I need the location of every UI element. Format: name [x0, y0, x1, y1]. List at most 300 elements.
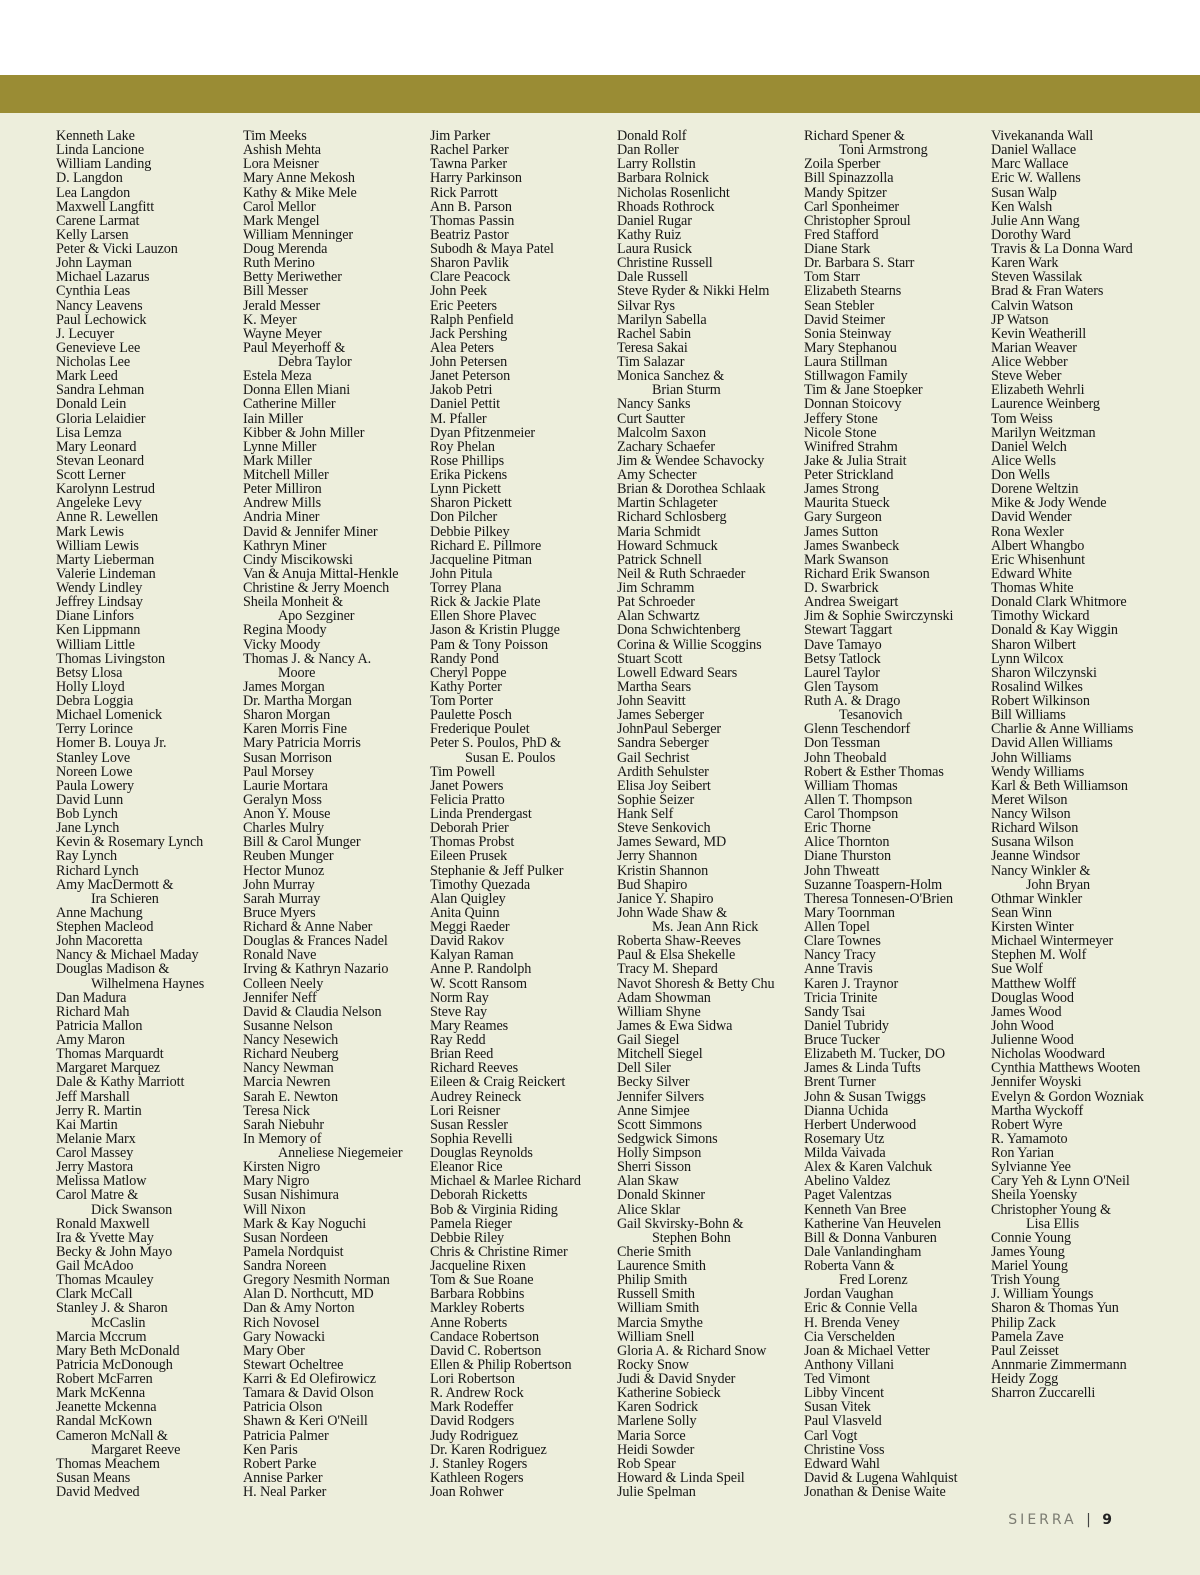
donor-name: Meret Wilson	[991, 791, 1068, 808]
donor-name: Eileen Prusek	[430, 848, 508, 865]
donor-name: Randy Pond	[430, 650, 499, 667]
donor-name: Alan Quigley	[430, 890, 506, 907]
donor-name: Dan & Amy Norton	[243, 1300, 355, 1317]
donor-name: Christine Voss	[804, 1441, 885, 1458]
donor-name: Sean Stebler	[804, 297, 875, 314]
donor-name: Kenneth Van Bree	[804, 1201, 907, 1218]
donor-name: Dell Siler	[617, 1060, 671, 1077]
donor-name: Douglas Madison &	[56, 961, 170, 978]
donor-name: Susan Means	[56, 1469, 131, 1486]
donor-name: Jeanette Mckenna	[56, 1399, 157, 1416]
donor-name: Donald Rolf	[617, 128, 687, 144]
donor-name: John Theobald	[804, 749, 887, 766]
donor-name: Harry Parkinson	[430, 170, 522, 187]
donor-name: Mark Rodeffer	[430, 1399, 514, 1416]
donor-name: Abelino Valdez	[804, 1173, 891, 1190]
donor-name: Kai Martin	[56, 1116, 118, 1133]
donor-name: Becky & John Mayo	[56, 1243, 173, 1260]
top-margin	[0, 0, 1200, 75]
donor-name: Torrey Plana	[430, 580, 502, 596]
donor-name: Dorothy Ward	[991, 226, 1071, 243]
donor-name: Michael & Marlee Richard	[430, 1173, 581, 1190]
donor-name: Bill & Donna Vanburen	[804, 1229, 937, 1246]
donor-name: Richard E. Pillmore	[430, 537, 542, 554]
donor-name: Howard Schmuck	[617, 537, 718, 554]
donor-name: Nicholas Lee	[56, 354, 131, 370]
donor-name: Alice Sklar	[617, 1201, 681, 1218]
donor-name: Jordan Vaughan	[804, 1286, 894, 1303]
donor-name: David & Jennifer Miner	[243, 523, 378, 540]
donor-name: McCaslin	[91, 1314, 146, 1331]
donor-name: D. Langdon	[56, 170, 123, 187]
donor-name: Dave Tamayo	[804, 636, 882, 653]
donor-name: Connie Young	[991, 1229, 1072, 1246]
donor-name: Mark Leed	[56, 368, 118, 385]
donor-name: Eric W. Wallens	[991, 170, 1081, 187]
donor-name: Steven Wassilak	[991, 269, 1083, 286]
donor-name: Karl & Beth Williamson	[991, 777, 1128, 794]
donor-name: Adam Showman	[617, 989, 711, 1006]
donor-name: Mandy Spitzer	[804, 184, 887, 201]
donor-name: James & Ewa Sidwa	[617, 1017, 733, 1034]
donor-name: Anne Simjee	[617, 1102, 690, 1119]
donor-name: Jeffrey Lindsay	[56, 594, 143, 611]
donor-name: Karen Morris Fine	[243, 721, 347, 738]
donor-name: Richard & Anne Naber	[243, 919, 373, 935]
donor-name: Julie Spelman	[617, 1484, 696, 1500]
donor-name: Peter Milliron	[243, 481, 322, 498]
donor-name: David Steimer	[804, 311, 886, 328]
donor-name: Sharron Zuccarelli	[991, 1385, 1096, 1402]
donor-name: Jonathan & Denise Waite	[804, 1484, 946, 1500]
donor-name: Pamela Rieger	[430, 1215, 512, 1232]
donor-name: Thomas White	[991, 580, 1074, 596]
donor-name: James Morgan	[243, 678, 325, 695]
donor-name: W. Scott Ransom	[430, 975, 527, 992]
donor-name: Bud Shapiro	[617, 876, 688, 893]
donor-name: Estela Meza	[243, 368, 312, 385]
donor-name: Mary Anne Mekosh	[243, 170, 355, 187]
donor-name: Christine Russell	[617, 255, 713, 272]
donor-name: Doug Merenda	[243, 241, 328, 257]
donor-name: Kelly Larsen	[56, 226, 129, 243]
donor-name: Steve Senkovich	[617, 820, 711, 837]
donor-name: Diane Thurston	[804, 848, 891, 865]
donor-name: Janet Powers	[430, 777, 504, 794]
donor-name: James Swanbeck	[804, 537, 900, 554]
donor-name: R. Yamamoto	[991, 1130, 1068, 1147]
donor-name: Edward Wahl	[804, 1455, 880, 1472]
donor-name: Richard Schlosberg	[617, 509, 727, 526]
donor-name: Wilhelmena Haynes	[91, 975, 205, 992]
donor-name: Sandra Seberger	[617, 735, 709, 752]
donor-name: Mitchell Siegel	[617, 1046, 703, 1063]
donor-name: Pat Schroeder	[617, 594, 695, 611]
donor-name: Ruth A. & Drago	[804, 693, 901, 709]
donor-name: Tricia Trinite	[804, 989, 878, 1006]
donor-name: JP Watson	[991, 311, 1049, 328]
donor-name: Barbara Rolnick	[617, 170, 709, 187]
donor-name: Tim & Jane Stoepker	[804, 382, 923, 399]
donor-name: Marcia Newren	[243, 1074, 331, 1091]
donor-name: Clare Townes	[804, 933, 881, 950]
donor-name: Alan Schwartz	[617, 608, 700, 625]
donor-name: Don Pilcher	[430, 509, 498, 526]
donor-name: Karolynn Lestrud	[56, 481, 155, 498]
donor-name: Dick Swanson	[91, 1201, 173, 1218]
donor-name: Beatriz Pastor	[430, 226, 509, 243]
donor-name: Kirsten Winter	[991, 919, 1074, 935]
donor-name: Dan Madura	[56, 989, 127, 1006]
donor-name: Maxwell Langfitt	[56, 198, 155, 215]
donor-name: Susan Nishimura	[243, 1187, 339, 1204]
donor-name: Mariel Young	[991, 1258, 1068, 1274]
donor-name: Robert Wyre	[991, 1116, 1063, 1133]
donor-name: William Little	[56, 636, 135, 653]
donor-name: John Petersen	[430, 354, 508, 370]
donor-name: Margaret Marquez	[56, 1060, 161, 1077]
donor-name: Daniel Tubridy	[804, 1017, 889, 1034]
donor-name: William Landing	[56, 156, 152, 173]
donor-name: Sharon Wilczynski	[991, 664, 1097, 681]
donor-name: Andrea Sweigart	[804, 594, 899, 611]
donor-name: Joan Rohwer	[430, 1484, 504, 1500]
donor-name: Anita Quinn	[430, 904, 500, 921]
donor-name: Rhoads Rothrock	[617, 198, 715, 215]
donor-name: Donald Lein	[56, 396, 127, 413]
donor-name: Stanley Love	[56, 749, 131, 766]
donor-name: Donna Ellen Miani	[243, 382, 351, 399]
donor-name: Amy Maron	[56, 1032, 125, 1048]
donor-name: Vicky Moody	[243, 636, 321, 653]
donor-name: Gary Surgeon	[804, 509, 882, 526]
donor-name: Thomas Passin	[430, 212, 515, 229]
donor-name: Thomas Meachem	[56, 1455, 160, 1472]
donor-name: Fred Stafford	[804, 226, 879, 243]
donor-name: Sophie Seizer	[617, 791, 695, 808]
donor-name: Sarah Niebuhr	[243, 1116, 325, 1133]
donor-name: Carol Thompson	[804, 806, 899, 822]
donor-name: Maurita Stueck	[804, 495, 890, 512]
donor-name: Tom Starr	[804, 269, 861, 286]
donor-name: Gregory Nesmith Norman	[243, 1272, 390, 1289]
page-footer	[1008, 1512, 1112, 1528]
donor-name: Glenn Teschendorf	[804, 721, 911, 738]
donor-name: Sarah E. Newton	[243, 1088, 339, 1105]
donor-name: Thomas Marquardt	[56, 1046, 164, 1063]
donor-name: Kathy & Mike Mele	[243, 184, 357, 201]
donor-name: John Seavitt	[617, 693, 686, 709]
header-band	[0, 75, 1200, 113]
donor-name: Herbert Underwood	[804, 1116, 917, 1133]
donor-name: Christopher Young &	[991, 1201, 1111, 1218]
donor-name: Jeffery Stone	[804, 410, 878, 427]
donor-name: Tawna Parker	[430, 156, 507, 173]
donor-name: William Thomas	[804, 777, 898, 794]
donor-name: Ronald Nave	[243, 947, 317, 964]
donor-name: William Shyne	[617, 1003, 701, 1020]
donor-name: Alice Thornton	[804, 834, 890, 851]
donor-name: Patricia Mallon	[56, 1017, 143, 1034]
donor-name: Christopher Sproul	[804, 212, 911, 229]
donor-name: Lora Meisner	[243, 156, 319, 173]
donor-name: Rocky Snow	[617, 1356, 689, 1373]
donor-name: Paul Zeisset	[991, 1342, 1059, 1359]
donor-name: Stuart Scott	[617, 650, 683, 667]
donor-name: Evelyn & Gordon Wozniak	[991, 1088, 1144, 1105]
donor-name: Sedgwick Simons	[617, 1130, 718, 1147]
donor-name: Sharon Morgan	[243, 707, 331, 724]
donor-name: Sandra Lehman	[56, 382, 145, 399]
donor-name: Tom & Sue Roane	[430, 1272, 534, 1289]
donor-name: Fred Lorenz	[839, 1272, 908, 1289]
donor-name: Susan E. Poulos	[465, 749, 556, 766]
donor-name: Thomas Probst	[430, 834, 515, 851]
donor-name: Ralph Penfield	[430, 311, 514, 328]
donor-name: Jane Lynch	[56, 820, 120, 837]
donor-name: James Sutton	[804, 523, 879, 540]
donor-name: Larry Rollstin	[617, 156, 696, 173]
donor-column-6	[991, 129, 1177, 1400]
donor-name: Malcolm Saxon	[617, 424, 706, 441]
donor-name: Rick & Jackie Plate	[430, 594, 541, 611]
donor-name: Dorene Weltzin	[991, 481, 1079, 498]
donor-name: Alex & Karen Valchuk	[804, 1159, 933, 1176]
donor-name: Holly Lloyd	[56, 678, 125, 695]
donor-name: Jeanne Windsor	[991, 848, 1080, 865]
donor-name: Lowell Edward Sears	[617, 664, 738, 681]
donor-name: Steve Ray	[430, 1003, 488, 1020]
donor-name: Gloria A. & Richard Snow	[617, 1342, 767, 1359]
donor-name: Mitchell Miller	[243, 467, 329, 483]
donor-name: Melanie Marx	[56, 1130, 136, 1147]
donor-name: Patricia McDonough	[56, 1356, 173, 1373]
donor-name: Charlie & Anne Williams	[991, 721, 1134, 738]
donor-name: Mark & Kay Noguchi	[243, 1215, 367, 1232]
donor-name: Sylvianne Yee	[991, 1159, 1071, 1176]
donor-name: Bill Spinazzolla	[804, 170, 894, 187]
donor-name: Eric Thorne	[804, 820, 871, 837]
donor-name: Donald Clark Whitmore	[991, 594, 1127, 611]
donor-name: Roy Phelan	[430, 438, 495, 455]
donor-name: James Young	[991, 1243, 1065, 1260]
donor-name: Karen Wark	[991, 255, 1059, 272]
donor-name: Stanley J. & Sharon	[56, 1300, 168, 1317]
donor-name: John Williams	[991, 749, 1072, 766]
donor-name: Winifred Strahm	[804, 438, 898, 455]
donor-name: Rachel Parker	[430, 142, 509, 159]
donor-name: James Wood	[991, 1003, 1062, 1020]
donor-name: Paul Vlasveld	[804, 1413, 882, 1430]
donor-name: Ellen & Philip Robertson	[430, 1356, 572, 1373]
donor-name: Cherie Smith	[617, 1243, 692, 1260]
donor-name: Patrick Schnell	[617, 551, 702, 568]
donor-name: Alan Skaw	[617, 1173, 679, 1190]
donor-name: Meggi Raeder	[430, 919, 510, 935]
donor-name: Annmarie Zimmermann	[991, 1356, 1127, 1373]
donor-name: Jerry Shannon	[617, 848, 698, 865]
donor-name: Othmar Winkler	[991, 890, 1083, 907]
donor-name: Tracy M. Shepard	[617, 961, 718, 978]
donor-name: Jason & Kristin Plugge	[430, 622, 560, 639]
donor-name: Rob Spear	[617, 1455, 676, 1472]
donor-name: Mike & Jody Wende	[991, 495, 1107, 512]
donor-name: Rick Parrott	[430, 184, 498, 201]
donor-name: Allen T. Thompson	[804, 791, 913, 808]
donor-name: Jerry R. Martin	[56, 1102, 142, 1119]
donor-name: H. Neal Parker	[243, 1484, 327, 1500]
donor-name: Brad & Fran Waters	[991, 283, 1104, 300]
donor-name: Don Wells	[991, 467, 1050, 483]
donor-name: Cameron McNall &	[56, 1427, 168, 1444]
donor-name: Nicholas Rosenlicht	[617, 184, 730, 201]
donor-name: Susan Vitek	[804, 1399, 871, 1416]
donor-name: John Layman	[56, 255, 132, 272]
donor-name: Nancy Wilson	[991, 806, 1071, 822]
donor-name: John Wood	[991, 1017, 1054, 1034]
donor-name: Debbie Pilkey	[430, 523, 510, 540]
donor-name: Marcia Mccrum	[56, 1328, 147, 1345]
donor-name: Carol Matre &	[56, 1187, 139, 1204]
donor-name: Hector Munoz	[243, 862, 325, 879]
donor-name: Glen Taysom	[804, 678, 879, 695]
donor-name: Douglas Reynolds	[430, 1145, 533, 1161]
donor-name: Thomas Livingston	[56, 650, 166, 667]
donor-name: Lynne Miller	[243, 438, 317, 455]
donor-name: Cindy Miscikowski	[243, 551, 353, 568]
donor-name: Chris & Christine Rimer	[430, 1243, 568, 1260]
donor-name: Mary Stephanou	[804, 339, 897, 356]
donor-name: Anne Machung	[56, 904, 143, 921]
donor-name: Steve Ryder & Nikki Helm	[617, 283, 770, 300]
donor-name: Zoila Sperber	[804, 156, 881, 173]
donor-name: Wayne Meyer	[243, 325, 322, 342]
donor-name: J. William Youngs	[991, 1286, 1094, 1303]
donor-name: Anne Travis	[804, 961, 873, 978]
donor-name: David C. Robertson	[430, 1342, 542, 1359]
donor-name: Felicia Pratto	[430, 791, 505, 808]
donor-name: David & Lugena Wahlquist	[804, 1469, 958, 1486]
donor-name: Elisa Joy Seibert	[617, 777, 711, 794]
donor-name: Tim Powell	[430, 763, 496, 780]
donor-name: Martha Sears	[617, 678, 692, 695]
donor-name: Brian & Dorothea Schlaak	[617, 481, 766, 498]
donor-name: Brent Turner	[804, 1074, 876, 1091]
donor-name: Martin Schlageter	[617, 495, 718, 512]
donor-name: Susan Nordeen	[243, 1229, 328, 1246]
donor-name: Bruce Myers	[243, 904, 316, 921]
donor-name: Subodh & Maya Patel	[430, 241, 554, 257]
donor-name: Karri & Ed Olefirowicz	[243, 1371, 376, 1387]
donor-name: Paula Lowery	[56, 777, 134, 794]
donor-name: Navot Shoresh & Betty Chu	[617, 975, 775, 992]
donor-name: Steve Weber	[991, 368, 1062, 385]
donor-name: Carl Sponheimer	[804, 198, 900, 215]
donor-name: Robert McFarren	[56, 1371, 153, 1387]
donor-name: John Macoretta	[56, 933, 143, 950]
donor-name: Katherine Van Heuvelen	[804, 1215, 941, 1232]
donor-name: Richard Neuberg	[243, 1046, 339, 1063]
donor-name: Kristin Shannon	[617, 862, 709, 879]
donor-name: Robert Wilkinson	[991, 693, 1090, 709]
donor-name: Bill Messer	[243, 283, 308, 300]
donor-name: Libby Vincent	[804, 1385, 884, 1402]
donor-name: Philip Zack	[991, 1314, 1056, 1331]
donor-name: Theresa Tonnesen-O'Brien	[804, 890, 953, 907]
donor-name: Roberta Vann &	[804, 1258, 895, 1274]
donor-name: James Seward, MD	[617, 834, 727, 851]
donor-name: Roberta Shaw-Reeves	[617, 933, 741, 950]
donor-name: Regina Moody	[243, 622, 327, 639]
donor-name: Karen J. Traynor	[804, 975, 899, 992]
donor-name: Wendy Williams	[991, 763, 1085, 780]
donor-name: Ms. Jean Ann Rick	[652, 919, 759, 935]
donor-name: Hank Self	[617, 806, 674, 822]
donor-name: Stevan Leonard	[56, 452, 145, 469]
donor-name: Nancy Nesewich	[243, 1032, 339, 1048]
donor-name: Dale Vanlandingham	[804, 1243, 922, 1260]
donor-name: Sherri Sisson	[617, 1159, 691, 1176]
donor-name: Sophia Revelli	[430, 1130, 513, 1147]
donor-name: Eleanor Rice	[430, 1159, 503, 1176]
donor-name: Julienne Wood	[991, 1032, 1074, 1048]
donor-name: Lea Langdon	[56, 184, 131, 201]
donor-name: Stephen M. Wolf	[991, 947, 1087, 964]
donor-name: Mary Toornman	[804, 904, 895, 921]
donor-name: Michael Lazarus	[56, 269, 150, 286]
donor-name: Ardith Sehulster	[617, 763, 709, 780]
donor-name: Richard Wilson	[991, 820, 1079, 837]
donor-name: Kibber & John Miller	[243, 424, 365, 441]
donor-name: Daniel Rugar	[617, 212, 692, 229]
donor-name: Van & Anuja Mittal-Henkle	[243, 565, 399, 582]
donor-name: Stewart Taggart	[804, 622, 893, 639]
donor-name: Laurie Mortara	[243, 777, 328, 794]
donor-name: John & Susan Twiggs	[804, 1088, 926, 1105]
donor-name: Vivekananda Wall	[991, 128, 1094, 144]
donor-name: Jakob Petri	[430, 382, 493, 399]
donor-name: Tom Porter	[430, 693, 494, 709]
donor-name: Becky Silver	[617, 1074, 690, 1091]
donor-name: Barbara Robbins	[430, 1286, 525, 1303]
donor-name: Kalyan Raman	[430, 947, 514, 964]
donor-name: Ira & Yvette May	[56, 1229, 154, 1246]
donor-name: David Rakov	[430, 933, 505, 950]
donor-name: William Smith	[617, 1300, 700, 1317]
donor-name: Mary Nigro	[243, 1173, 310, 1190]
donor-name: Eric Peeters	[430, 297, 497, 314]
donor-name: Catherine Miller	[243, 396, 336, 413]
donor-name: Rachel Sabin	[617, 325, 692, 342]
donor-name: Sheila Yoensky	[991, 1187, 1078, 1204]
donor-name: Katherine Sobieck	[617, 1385, 721, 1402]
donor-name: Peter S. Poulos, PhD &	[430, 735, 562, 752]
donor-name: Charles Mulry	[243, 820, 325, 837]
donor-name: Nancy Winkler &	[991, 862, 1091, 879]
donor-name: Judi & David Snyder	[617, 1371, 736, 1387]
donor-name: Thomas J. & Nancy A.	[243, 650, 372, 667]
donor-name: Daniel Welch	[991, 438, 1067, 455]
donor-name: Ray Redd	[430, 1032, 486, 1048]
donor-column-3	[430, 129, 616, 1499]
donor-name: Amy Schecter	[617, 467, 697, 483]
donor-name: Mark Swanson	[804, 551, 889, 568]
donor-name: Susanne Nelson	[243, 1017, 333, 1034]
donor-name: Jennifer Silvers	[617, 1088, 705, 1105]
donor-list	[0, 129, 1200, 1509]
donor-name: Anneliese Niegemeier	[278, 1145, 403, 1161]
donor-name: Teresa Sakai	[617, 339, 688, 356]
